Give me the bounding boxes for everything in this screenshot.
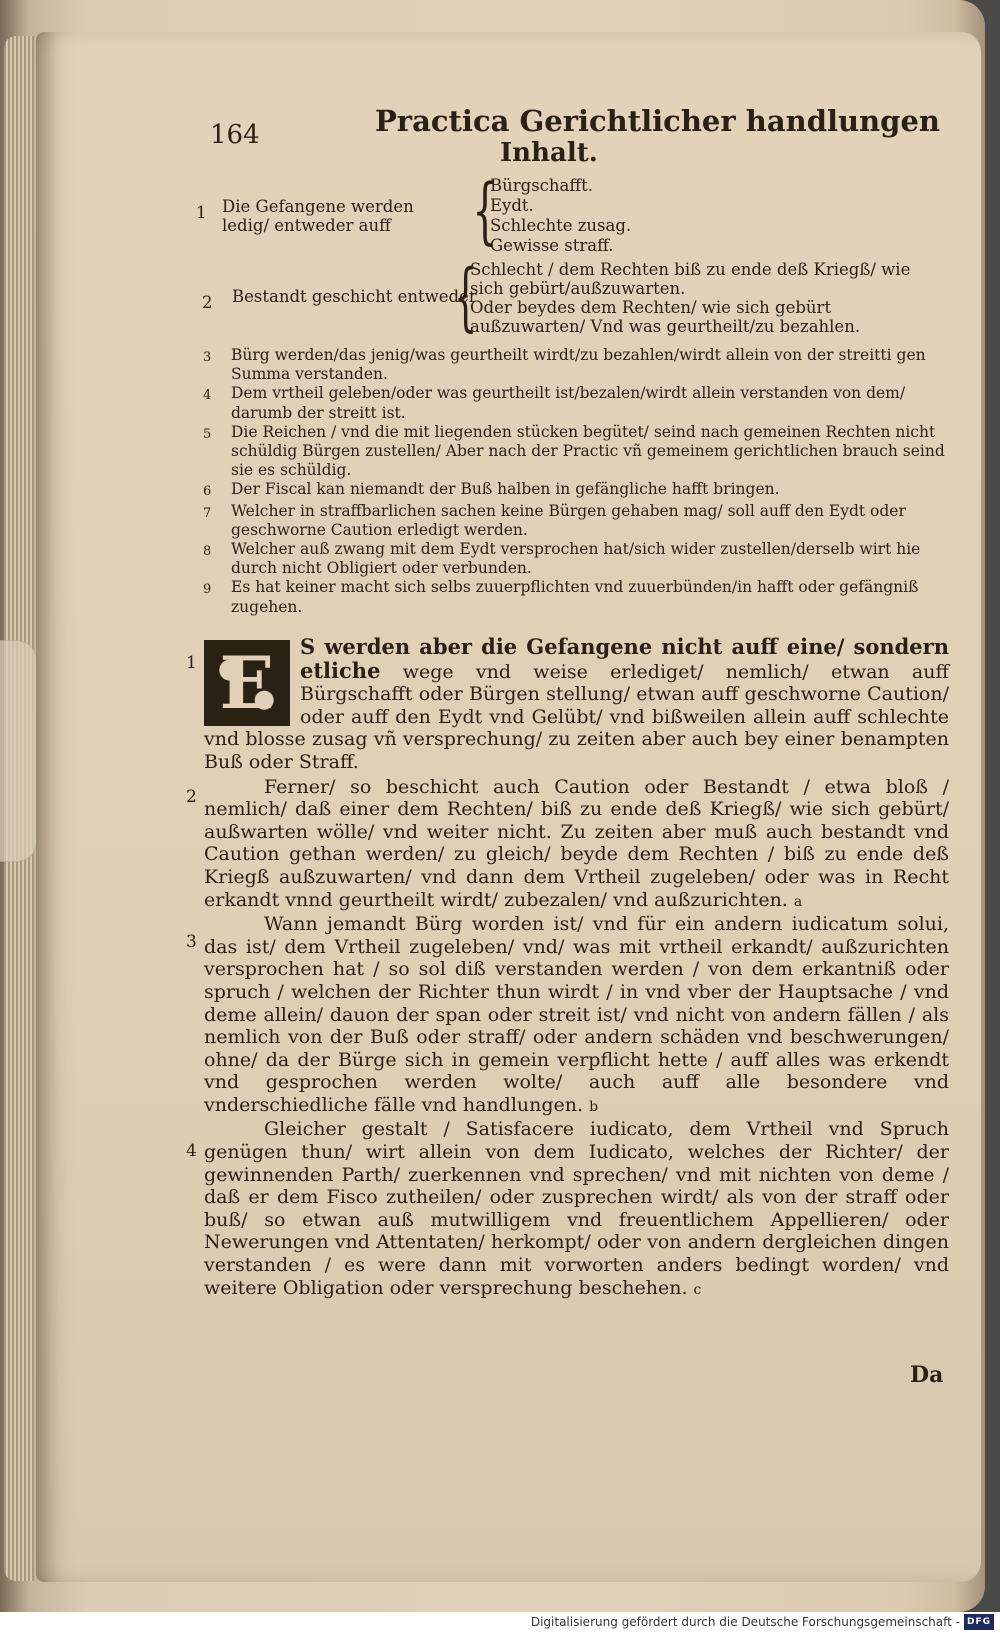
summary-item xyxy=(203,346,948,384)
summary-num: 9 xyxy=(203,582,212,598)
summary-item xyxy=(203,540,948,578)
funding-credit: Digitalisierung gefördert durch die Deutsche Forschungsgemeinschaft - xyxy=(530,1615,960,1629)
paragraph-1 xyxy=(186,634,949,774)
decorated-initial-letter xyxy=(204,640,290,726)
summary-text: Dem vrtheil geleben/oder was geurtheilt ist/bezalen/wirdt allein verstanden von dem/ darumb der streitt ist. xyxy=(231,384,906,422)
summary-item xyxy=(203,578,948,616)
brace-icon: { xyxy=(472,168,498,252)
summary-num: 5 xyxy=(203,426,212,442)
body-text xyxy=(186,634,949,1301)
branch-4: Gewisse straff. xyxy=(490,236,614,255)
paragraph-3 xyxy=(186,913,949,1118)
summary-text: Welcher in straffbarlichen sachen keine Bürgen gehaben mag/ soll auff den Eydt oder geschworne Caution erledigt werden. xyxy=(231,501,906,539)
summary-num-1: 1 xyxy=(196,203,207,222)
paragraph-text: Ferner/ so beschicht auch Caution oder Bestandt / etwa bloß / nemlich/ daß einer dem Rechten/ biß zu ende deß Kriegß/ wie sich gebürt/ außwarten wölle/ vnd weiter nicht. Zu zeiten aber muß auch bestandt vnd Caution gethan werden/ zu gleich/ beyde dem Rechten / biß zu ende deß Kriegß außzuwarten/ vnd dann dem Vrtheil zugeleben/ oder was in Recht erkandt vnnd geurtheilt wirdt/ zubezalen/ vnd außzurichten. xyxy=(204,775,949,911)
footnote-marker: c xyxy=(693,1281,702,1298)
summary-text: Bürg werden/das jenig/was geurtheilt wirdt/zu bezahlen/wirdt allein von der streitti gen Summa verstanden. xyxy=(231,346,926,384)
summary-num: 4 xyxy=(203,388,212,404)
summary-num-2: 2 xyxy=(202,293,213,312)
paragraph-text: Gleicher gestalt / Satisfacere iudicato, dem Vrtheil vnd Spruch genügen thun/ wirt allein von dem Iudicato, welches der Richter/ der gewinnenden Parth/ zuerkennen vnd sprechen/ vnd mit nichten von deme / daß er dem Fisco zutheilen/ oder zusprechen wirdt/ als von der straff oder buß/ so etwan auß mutwilligem vnd freuentlichem Appellieren/ oder Newerungen vnd Attentaten/ herkompt/ oder von andern dergleichen dingen verstanden / es were dann mit vorworten anders bedingt worden/ vnd weitere Obligation oder versprechung beschehen. xyxy=(204,1118,949,1299)
summary-tree-label-1: Die Gefangene werden ledig/ entweder auff xyxy=(222,197,414,235)
branch-3: Schlechte zusag. xyxy=(490,216,632,235)
branch-a: Schlecht / dem Rechten biß zu ende deß Kriegß/ wie sich gebürt/außzuwarten. xyxy=(470,260,911,298)
paragraph-4 xyxy=(186,1118,949,1301)
margin-number: 2 xyxy=(186,786,197,807)
paragraph-lead: S werden aber die Gefangene nicht auff eine/ sondern etliche xyxy=(300,634,949,683)
branch-1: Bürgschafft. xyxy=(490,176,593,195)
initial-letter: E xyxy=(219,640,275,725)
margin-number: 1 xyxy=(186,653,197,673)
summary-item xyxy=(203,480,948,501)
summary-text: Welcher auß zwang mit dem Eydt versprochen hat/sich wider zustellen/derselb wirt hie durch nicht Obligiert oder verbunden. xyxy=(231,540,921,578)
summary-num: 8 xyxy=(203,544,212,560)
summary-item xyxy=(203,384,948,422)
margin-number: 3 xyxy=(186,932,197,953)
brace-icon: { xyxy=(453,254,478,340)
footer-bar xyxy=(0,1612,1000,1633)
catchword: Da xyxy=(910,1362,944,1388)
footnote-marker: a xyxy=(793,893,803,910)
summary-num: 3 xyxy=(203,350,212,365)
summary-num: 6 xyxy=(203,484,212,500)
summary-text: Der Fiscal kan niemandt der Buß halben in gefängliche hafft bringen. xyxy=(231,480,780,499)
paragraph-text: Wann jemandt Bürg worden ist/ vnd für ein andern iudicatum solui, das ist/ dem Vrtheil zugeleben/ vnd/ was mit vrtheil erkandt/ außzurichten versprochen hat / so sol diß verstanden werden / von dem erkantniß oder spruch / welchen der Richter thun wirdt / in vnd vber der Hauptsache / vnd deme allein/ dauon der span oder streit ist/ vnd nicht von andern fällen / als nemlich von der Buß oder straff/ oder andern schäden vnd beschwerungen/ ohne/ da der Bürge sich in gemein verpflicht hette / auff alles was erkendt vnd gesprochen werden wolte/ auch auff alle besondere vnd vnderschiedliche fälle vnd handlungen. xyxy=(204,913,949,1116)
summary-num: 7 xyxy=(203,505,212,521)
summary-list xyxy=(203,346,948,617)
branch-b: Oder beydes dem Rechten/ wie sich gebürt außzuwarten/ Vnd was geurtheilt/zu bezahlen. xyxy=(470,298,861,336)
paragraph-2 xyxy=(186,775,949,914)
bookmark-tab xyxy=(0,640,37,862)
footnote-marker: b xyxy=(589,1098,599,1115)
page-number: 164 xyxy=(210,120,260,150)
margin-number: 4 xyxy=(186,1141,197,1162)
summary-text: Die Reichen / vnd die mit liegenden stücken begütet/ seind nach gemeinen Rechten nicht schüldig Bürgen zustellen/ Aber nach der Practic vñ gemeinem gerichtlichen brauch seind sie es schüldig. xyxy=(231,422,945,480)
paragraph-text: wege vnd weise erlediget/ nemlich/ etwan auff Bürgschafft oder Bürgen stellung/ etwan auff geschworne Caution/ oder auff den Eydt vnd Gelübt/ vnd bißweilen allein auff schlechte vnd blosse zusag vñ versprechung/ zu zeiten aber auch bey einer benampten Buß oder Straff. xyxy=(204,660,949,773)
summary-tree-label-2: Bestandt geschicht entweder xyxy=(232,287,477,306)
summary-text: Es hat keiner macht sich selbs zuuerpflichten vnd zuuerbünden/in hafft oder gefängniß zugehen. xyxy=(231,578,919,616)
dfg-logo: DFG xyxy=(964,1614,994,1630)
running-head: Practica Gerichtlicher handlungen xyxy=(375,104,940,138)
section-title: Inhalt. xyxy=(500,138,598,168)
summary-item xyxy=(203,502,948,540)
branch-2: Eydt. xyxy=(490,196,534,215)
summary-item xyxy=(203,423,948,481)
